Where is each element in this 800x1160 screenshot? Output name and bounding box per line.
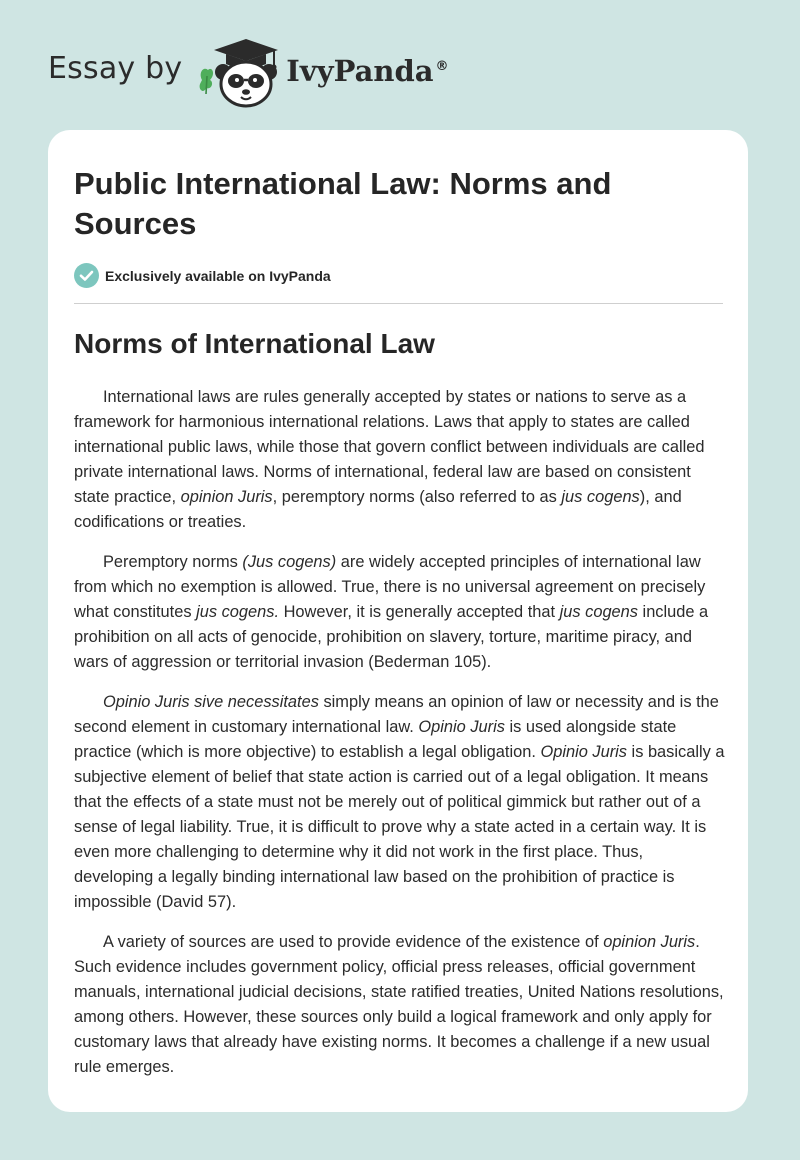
italic-term: jus cogens.	[196, 603, 280, 621]
italic-term: Opinio Juris	[418, 718, 505, 736]
text-run: However, it is generally accepted that	[279, 603, 560, 621]
text-run: is basically a subjective element of belief that state action is carried out of a legal obligation. It means that the effects of a state must not be merely out of political gimmick but rather out of a sense of legal liability. True, it is difficult to prove why a state acted in a certain way. It is even more challenging to determine why it did not work in the first place. Thus, developing a legally binding international law based on the prohibition of practice is impossible (David 57).	[74, 743, 725, 911]
text-run: . Such evidence includes government policy, official press releases, official government manuals, international judicial decisions, state ratified treaties, United Nations resolutions, among others. However, these sources only build a logical framework and only apply for customary laws that already have existing norms. It becomes a challenge if a new usual rule emerges.	[74, 933, 724, 1076]
exclusive-badge-label: Exclusively available on IvyPanda	[105, 267, 331, 284]
italic-term: jus cogens	[561, 488, 640, 506]
divider	[74, 303, 723, 304]
text-run: simply means an opinion of law or necessity and is the second element in customary international law.	[74, 693, 719, 736]
registered-mark: ®	[435, 59, 449, 75]
paragraph	[74, 690, 726, 915]
text-run: include a prohibition on all acts of genocide, prohibition on slavery, torture, maritime piracy, and wars of aggression or territorial invasion (Bederman 105).	[74, 603, 709, 671]
essay-by-label: Essay by	[48, 50, 183, 86]
essay-card	[48, 130, 748, 1112]
italic-term: (Jus cogens)	[242, 553, 337, 571]
brand-name-text: IvyPanda	[286, 54, 434, 88]
site-header	[48, 36, 449, 108]
article-body	[74, 385, 726, 1095]
text-run: International laws are rules generally accepted by states or nations to serve as a framework for harmonious international relations. Laws that apply to states are called international public laws, while those that govern conflict between individuals are called private international laws. Norms of international, federal law are based on consistent state practice,	[74, 388, 705, 506]
text-run: are widely accepted principles of international law from which no exemption is allowed. True, there is no universal agreement on precisely what constitutes	[74, 553, 706, 621]
paragraph	[74, 550, 726, 675]
italic-term: Opinio Juris	[540, 743, 627, 761]
exclusive-badge	[74, 263, 331, 288]
check-circle-icon	[74, 263, 99, 288]
text-run: , peremptory norms (also referred to as	[272, 488, 562, 506]
italic-term: jus cogens	[559, 603, 638, 621]
brand-name[interactable]	[286, 54, 448, 88]
paragraph	[74, 385, 726, 535]
text-run: A variety of sources are used to provide evidence of the existence of	[103, 933, 604, 951]
text-run: ), and codifications or treaties.	[74, 488, 682, 531]
paragraph	[74, 930, 726, 1080]
italic-term: Opinio Juris sive necessitates	[103, 693, 319, 711]
essay-title: Public International Law: Norms and Sources	[74, 166, 612, 241]
text-run: is used alongside state practice (which is more objective) to establish a legal obligation.	[74, 718, 677, 761]
italic-term: opinion Juris	[603, 933, 696, 951]
text-run: Peremptory norms	[103, 553, 243, 571]
panda-logo-icon[interactable]	[196, 36, 282, 108]
italic-term: opinion Juris	[180, 488, 273, 506]
section-heading: Norms of International Law	[74, 328, 435, 359]
